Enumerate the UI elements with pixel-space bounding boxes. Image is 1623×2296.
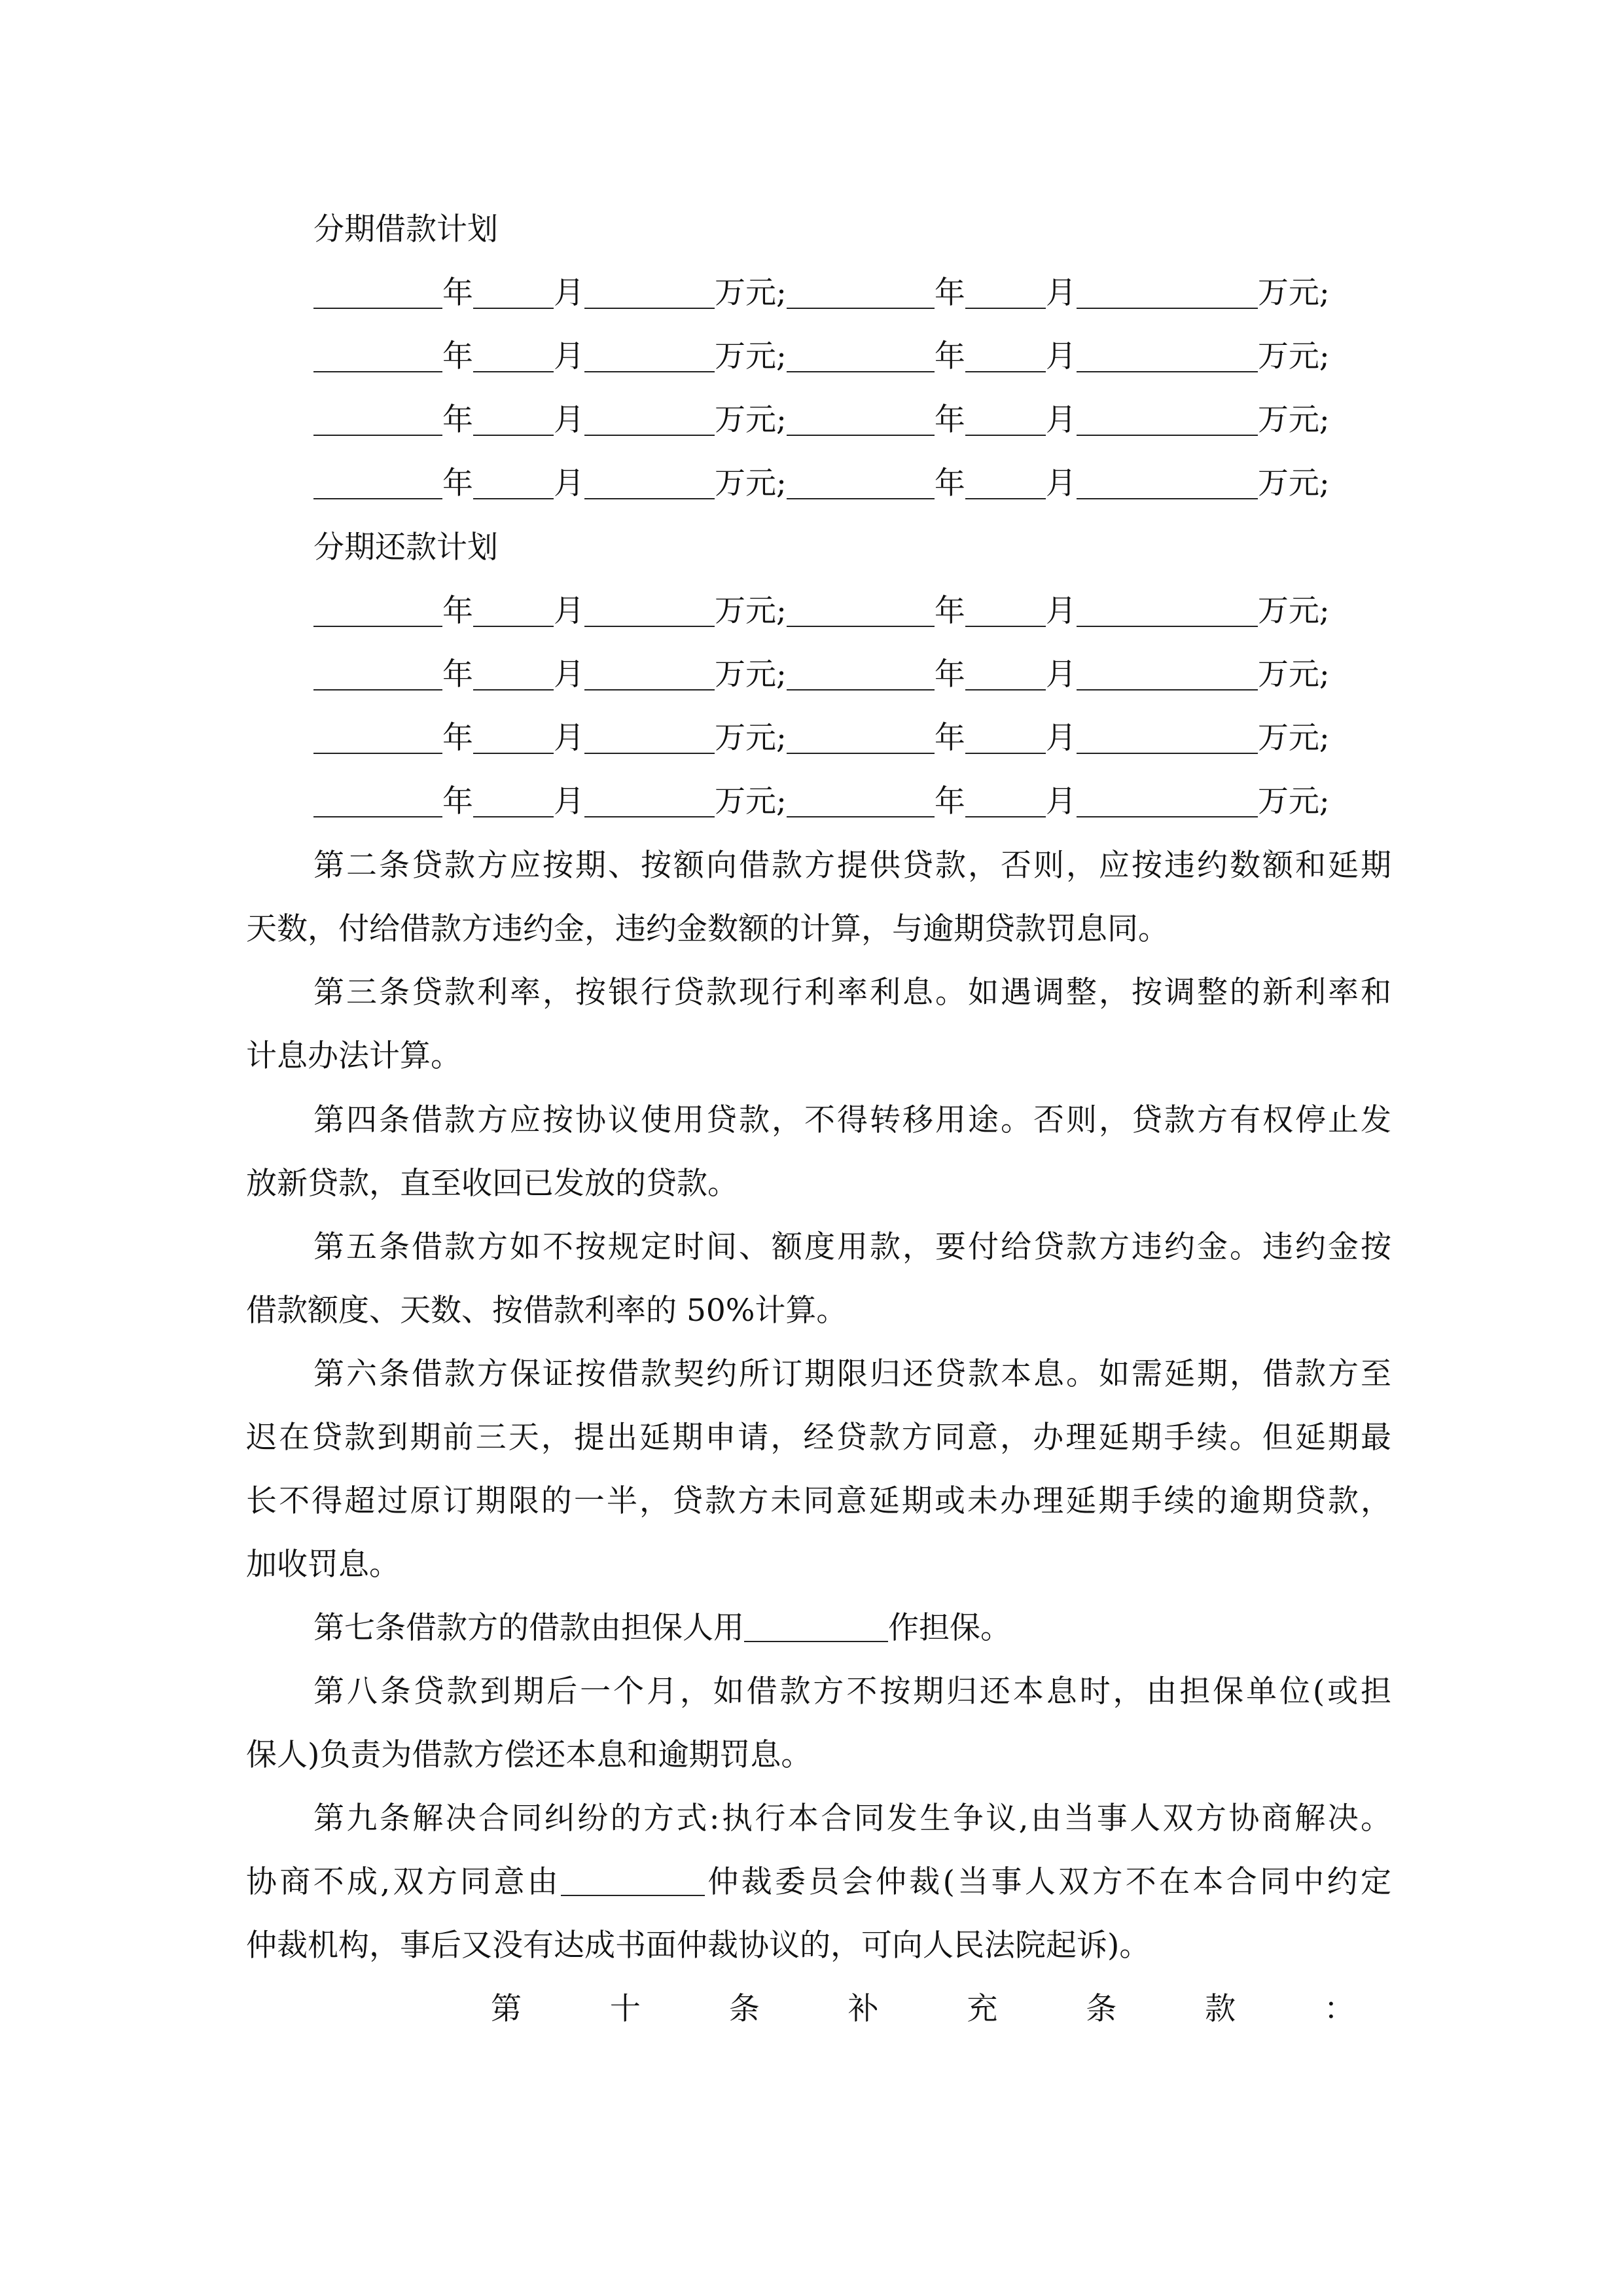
unit-year-label: 年 — [442, 402, 473, 438]
unit-year-label: 年 — [442, 720, 473, 756]
article-6-line: 迟在贷款到期前三天，提出延期申请，经贷款方同意，办理延期手续。但延期最 — [246, 1420, 1391, 1456]
unit-month-label: 月 — [554, 338, 584, 374]
unit-month-label: 月 — [554, 720, 584, 756]
article-7-text: 第七条借款方的借款由担保人用 — [313, 1610, 744, 1646]
unit-year-label: 年 — [442, 593, 473, 629]
fill-in-blank[interactable] — [965, 785, 1046, 817]
fill-in-blank[interactable] — [1077, 276, 1258, 309]
unit-amount-label: 万元; — [1257, 402, 1330, 438]
fill-in-blank[interactable] — [965, 721, 1046, 754]
unit-year-label: 年 — [442, 465, 473, 501]
unit-amount-label: 万元; — [715, 783, 787, 819]
fill-in-blank[interactable] — [787, 340, 935, 372]
fill-in-blank[interactable] — [473, 594, 554, 627]
fill-in-blank[interactable] — [787, 403, 935, 436]
article-8-line: 第八条贷款到期后一个月，如借款方不按期归还本息时，由担保单位(或担 — [313, 1674, 1391, 1710]
fill-in-blank[interactable] — [584, 594, 715, 627]
fill-in-blank[interactable] — [473, 403, 554, 436]
fill-in-blank[interactable] — [965, 276, 1046, 309]
unit-amount-label: 万元; — [1257, 783, 1330, 819]
repay-plan-title: 分期还款计划 — [313, 529, 498, 565]
unit-year-label: 年 — [934, 783, 965, 819]
fill-in-blank[interactable] — [965, 594, 1046, 627]
fill-in-blank[interactable] — [584, 276, 715, 309]
arbitration-blank[interactable] — [561, 1865, 705, 1896]
schedule-row — [313, 782, 1330, 821]
fill-in-blank[interactable] — [584, 721, 715, 754]
unit-month-label: 月 — [554, 275, 584, 311]
unit-amount-label: 万元; — [715, 402, 787, 438]
unit-year-label: 年 — [934, 275, 965, 311]
article-9-line — [246, 1863, 1391, 1902]
fill-in-blank[interactable] — [787, 658, 935, 691]
unit-amount-label: 万元; — [1257, 338, 1330, 374]
unit-amount-label: 万元; — [1257, 720, 1330, 756]
unit-month-label: 月 — [554, 783, 584, 819]
unit-year-label: 年 — [934, 402, 965, 438]
schedule-row — [313, 274, 1330, 313]
article-4-line: 放新贷款，直至收回已发放的贷款。 — [246, 1166, 738, 1202]
article-8-line: 保人)负责为借款方偿还本息和逾期罚息。 — [246, 1737, 812, 1773]
fill-in-blank[interactable] — [473, 658, 554, 691]
unit-amount-label: 万元; — [715, 275, 787, 311]
fill-in-blank[interactable] — [1077, 403, 1258, 436]
fill-in-blank[interactable] — [473, 721, 554, 754]
fill-in-blank[interactable] — [1077, 340, 1258, 372]
article-6-line: 加收罚息。 — [246, 1547, 400, 1583]
unit-month-label: 月 — [1045, 593, 1077, 629]
fill-in-blank[interactable] — [1077, 594, 1258, 627]
fill-in-blank[interactable] — [965, 340, 1046, 372]
article-7-text: 作担保。 — [888, 1610, 1011, 1646]
fill-in-blank[interactable] — [787, 594, 935, 627]
fill-in-blank[interactable] — [313, 340, 442, 372]
fill-in-blank[interactable] — [965, 467, 1046, 499]
article-7-line — [313, 1609, 1391, 1648]
schedule-row — [313, 592, 1330, 631]
fill-in-blank[interactable] — [473, 340, 554, 372]
article-2-line: 第二条贷款方应按期、按额向借款方提供贷款，否则，应按违约数额和延期 — [313, 848, 1391, 884]
fill-in-blank[interactable] — [787, 276, 935, 309]
article-9-text: 仲裁委员会仲裁(当事人双方不在本合同中约定 — [705, 1864, 1391, 1900]
unit-amount-label: 万元; — [715, 656, 787, 692]
unit-year-label: 年 — [442, 656, 473, 692]
fill-in-blank[interactable] — [473, 276, 554, 309]
article-9-line: 第九条解决合同纠纷的方式:执行本合同发生争议,由当事人双方协商解决。 — [313, 1801, 1391, 1837]
article-5-line: 第五条借款方如不按规定时间、额度用款，要付给贷款方违约金。违约金按 — [313, 1229, 1391, 1265]
fill-in-blank[interactable] — [965, 403, 1046, 436]
article-2-line: 天数，付给借款方违约金，违约金数额的计算，与逾期贷款罚息同。 — [246, 911, 1169, 947]
fill-in-blank[interactable] — [313, 721, 442, 754]
article-6-line: 长不得超过原订期限的一半，贷款方未同意延期或未办理延期手续的逾期贷款， — [246, 1483, 1391, 1519]
borrow-plan-title: 分期借款计划 — [313, 211, 498, 247]
fill-in-blank[interactable] — [584, 467, 715, 499]
unit-month-label: 月 — [554, 402, 584, 438]
fill-in-blank[interactable] — [1077, 785, 1258, 817]
article-5-line: 借款额度、天数、按借款利率的 50%计算。 — [246, 1293, 847, 1329]
fill-in-blank[interactable] — [584, 785, 715, 817]
schedule-row — [313, 655, 1330, 694]
schedule-row — [313, 401, 1330, 440]
unit-month-label: 月 — [554, 465, 584, 501]
fill-in-blank[interactable] — [584, 340, 715, 372]
fill-in-blank[interactable] — [787, 467, 935, 499]
fill-in-blank[interactable] — [1077, 721, 1258, 754]
article-9-text: 协商不成,双方同意由 — [246, 1864, 562, 1900]
article-9-line: 仲裁机构，事后又没有达成书面仲裁协议的，可向人民法院起诉)。 — [246, 1928, 1150, 1964]
fill-in-blank[interactable] — [313, 467, 442, 499]
unit-year-label: 年 — [934, 338, 965, 374]
unit-amount-label: 万元; — [1257, 656, 1330, 692]
unit-month-label: 月 — [1045, 656, 1077, 692]
unit-year-label: 年 — [442, 783, 473, 819]
unit-month-label: 月 — [1045, 465, 1077, 501]
fill-in-blank[interactable] — [473, 467, 554, 499]
unit-month-label: 月 — [1045, 275, 1077, 311]
unit-year-label: 年 — [442, 275, 473, 311]
fill-in-blank[interactable] — [313, 658, 442, 691]
unit-amount-label: 万元; — [1257, 275, 1330, 311]
unit-year-label: 年 — [934, 593, 965, 629]
schedule-row — [313, 719, 1330, 758]
article-3-line: 第三条贷款利率，按银行贷款现行利率利息。如遇调整，按调整的新利率和 — [313, 975, 1391, 1011]
unit-year-label: 年 — [934, 656, 965, 692]
unit-amount-label: 万元; — [1257, 465, 1330, 501]
unit-year-label: 年 — [934, 465, 965, 501]
schedule-row — [313, 337, 1330, 376]
article-4-line: 第四条借款方应按协议使用贷款，不得转移用途。否则，贷款方有权停止发 — [313, 1102, 1391, 1138]
fill-in-blank[interactable] — [1077, 658, 1258, 691]
fill-in-blank[interactable] — [473, 785, 554, 817]
unit-amount-label: 万元; — [715, 338, 787, 374]
unit-amount-label: 万元; — [715, 593, 787, 629]
fill-in-blank[interactable] — [787, 721, 935, 754]
schedule-row — [313, 464, 1330, 503]
unit-month-label: 月 — [554, 656, 584, 692]
unit-month-label: 月 — [1045, 338, 1077, 374]
unit-amount-label: 万元; — [715, 720, 787, 756]
fill-in-blank[interactable] — [584, 658, 715, 691]
unit-amount-label: 万元; — [715, 465, 787, 501]
fill-in-blank[interactable] — [584, 403, 715, 436]
fill-in-blank[interactable] — [313, 785, 442, 817]
unit-year-label: 年 — [442, 338, 473, 374]
unit-month-label: 月 — [554, 593, 584, 629]
unit-amount-label: 万元; — [1257, 593, 1330, 629]
unit-month-label: 月 — [1045, 720, 1077, 756]
fill-in-blank[interactable] — [1077, 467, 1258, 499]
fill-in-blank[interactable] — [313, 594, 442, 627]
guarantee-blank[interactable] — [744, 1611, 888, 1642]
fill-in-blank[interactable] — [787, 785, 935, 817]
article-10-heading: 第十条补充条款： — [491, 1991, 1355, 2027]
unit-month-label: 月 — [1045, 783, 1077, 819]
fill-in-blank[interactable] — [965, 658, 1046, 691]
unit-year-label: 年 — [934, 720, 965, 756]
fill-in-blank[interactable] — [313, 276, 442, 309]
article-3-line: 计息办法计算。 — [246, 1038, 461, 1074]
article-6-line: 第六条借款方保证按借款契约所订期限归还贷款本息。如需延期，借款方至 — [313, 1356, 1391, 1392]
unit-month-label: 月 — [1045, 402, 1077, 438]
fill-in-blank[interactable] — [313, 403, 442, 436]
